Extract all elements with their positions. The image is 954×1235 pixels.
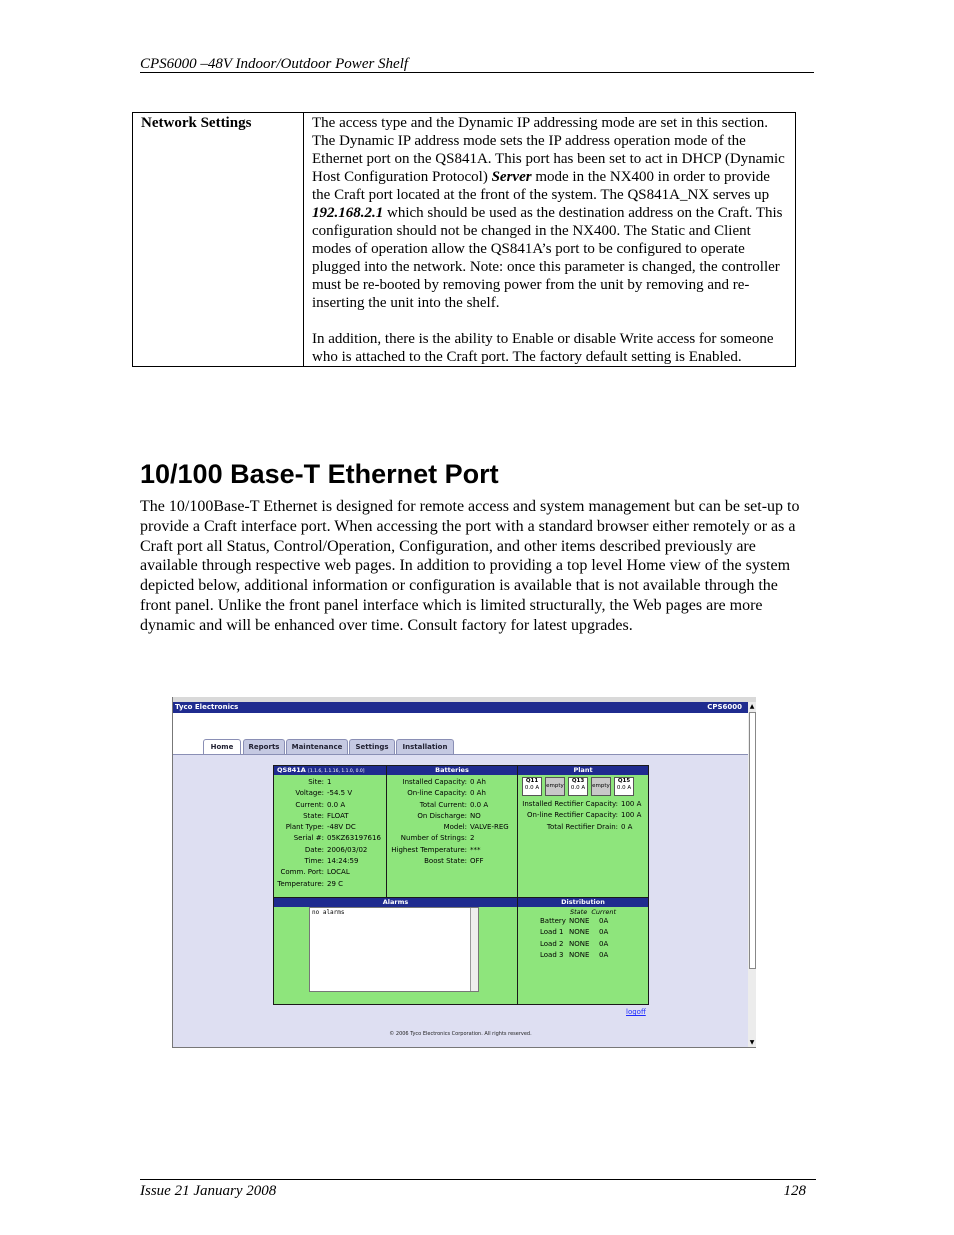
settings-description: The access type and the Dynamic IP addressing mode are set in this section. The Dynamic IP address mode sets the IP address operation mode of the Ethernet port on the QS841A. This port has been set to act in DHCP (Dynamic Host Configuration Protocol) Server mode in the NX400 in order to provide the Craft port located at the front of the system. The QS841A_NX serves up 192.168.2.1 which should be used as the destination address on the Craft. This configuration should not be changed in the NX400. The Static and Client modes of operation allow the QS841A’s port to be configured to operate plugged into the network. Note: once this parameter is changed, the controller must be re-booted by removing power from the unit by removing and re-inserting the unit into the shelf. In addition, there is the ability to Enable or disable Write access for someone who is attached to the Craft port. The factory default setting is Enabled.: [304, 113, 796, 367]
product-label: CPS6000: [707, 703, 742, 711]
kv-value: 0 A: [621, 822, 633, 831]
kv-key: Highest Temperature:: [391, 845, 467, 854]
alarms-panel: [273, 897, 518, 1005]
kv-key: Model:: [443, 823, 467, 832]
kv-key: On-line Rectifier Capacity:: [527, 811, 618, 820]
logoff-link[interactable]: logoff: [626, 1008, 646, 1016]
distribution-row: Load 2 NONE 0A: [540, 939, 609, 948]
kv-key: Number of Strings:: [400, 834, 467, 843]
network-settings-table: [132, 112, 796, 367]
kv-key: Serial #:: [293, 834, 324, 843]
kv-value: 0.0 A: [327, 800, 346, 809]
rectifier-slot[interactable]: empty: [591, 777, 611, 796]
kv-key: Voltage:: [295, 789, 324, 798]
kv-row: [274, 788, 381, 799]
batteries-panel: [386, 765, 518, 898]
kv-row: [518, 799, 641, 810]
kv-key: Total Current:: [419, 800, 467, 809]
tab-bar: [173, 713, 748, 754]
rectifier-slot[interactable]: empty: [545, 777, 565, 796]
scroll-up-arrow-icon[interactable]: ▲: [749, 703, 755, 710]
kv-row: [387, 777, 509, 788]
distribution-panel: [517, 897, 649, 1005]
scrollbar-thumb[interactable]: [749, 712, 756, 969]
kv-row: [387, 845, 509, 856]
header-rule: [140, 72, 814, 73]
distribution-row: Battery NONE 0A: [540, 917, 609, 925]
scroll-down-arrow-icon[interactable]: ▼: [749, 1039, 755, 1046]
kv-row: [274, 833, 381, 844]
kv-value: 1: [327, 778, 332, 786]
tab-maintenance[interactable]: Maintenance: [286, 739, 348, 754]
distribution-columns: State Current: [570, 908, 617, 916]
alarms-scrollbar[interactable]: [470, 908, 478, 991]
rectifier-slot[interactable]: Q13 0.0 A: [568, 777, 588, 796]
web-ui-screenshot: [172, 697, 756, 1048]
kv-value: 2: [470, 834, 475, 843]
page-scrollbar[interactable]: [748, 702, 756, 1047]
running-header: CPS6000 –48V Indoor/Outdoor Power Shelf: [140, 56, 409, 72]
kv-value: 0 Ah: [470, 778, 486, 786]
copyright: © 2006 Tyco Electronics Corporation. All rights reserved.: [389, 1031, 532, 1037]
rectifier-slot[interactable]: Q11 0.0 A: [522, 777, 542, 796]
controller-values: [274, 777, 381, 890]
kv-key: Comm. Port:: [280, 868, 324, 877]
kv-key: On Discharge:: [417, 811, 467, 820]
kv-row: [387, 788, 509, 799]
kv-value: LOCAL: [327, 868, 350, 877]
kv-row: [518, 810, 641, 821]
kv-key: On-line Capacity:: [407, 789, 467, 798]
plant-panel: [517, 765, 649, 898]
kv-key: State:: [303, 811, 324, 820]
batteries-header: Batteries: [387, 766, 517, 775]
tab-reports[interactable]: Reports: [243, 739, 285, 754]
kv-key: Boost State:: [424, 857, 467, 866]
batteries-values: [387, 777, 509, 867]
kv-row: [274, 879, 381, 890]
distribution-row: Load 1 NONE 0A: [540, 928, 609, 937]
section-body: The 10/100Base-T Ethernet is designed for remote access and system management but can be set-up to provide a Craft interface port. When accessing the port with a standard browser either remotely or as a Craft port all Status, Control/Operation, Configuration, and other items described previously are available through respective web pages. In addition to providing a top level Home view of the system depicted below, additional information or configuration is available that is not available through the front panel. Unlike the front panel interface which is limited structurally, the Web pages are more dynamic and will be enhanced over time. Consult factory for latest upgrades.: [140, 498, 800, 634]
kv-row: [274, 811, 381, 822]
kv-value: 05KZ63197616: [327, 834, 381, 843]
kv-key: Total Rectifier Drain:: [546, 822, 618, 831]
kv-value: OFF: [470, 857, 484, 866]
kv-value: VALVE-REG: [470, 823, 509, 832]
footer-issue: Issue 21 January 2008: [140, 1183, 277, 1199]
kv-key: Time:: [304, 857, 324, 866]
controller-header: QS841A [1.1.6, 1.1.16, 1.1.0, 0.0]: [274, 766, 386, 775]
brand-label: Tyco Electronics: [175, 703, 239, 711]
tab-installation[interactable]: Installation: [396, 739, 454, 754]
kv-key: Date:: [304, 845, 324, 854]
kv-value: 0 Ah: [470, 789, 486, 798]
distribution-values: [540, 916, 619, 961]
kv-value: NO: [470, 811, 481, 820]
rectifier-slot[interactable]: Q15 0.0 A: [614, 777, 634, 796]
kv-row: [274, 845, 381, 856]
distribution-header: Distribution: [518, 898, 648, 907]
kv-value: -48V DC: [327, 823, 356, 832]
kv-row: [274, 800, 381, 811]
kv-value: FLOAT: [327, 811, 349, 820]
kv-value: 100 A: [621, 800, 642, 808]
alarms-textarea[interactable]: no alarms: [309, 907, 479, 992]
kv-value: ***: [470, 845, 481, 854]
kv-key: Site:: [308, 778, 324, 786]
kv-key: Plant Type:: [285, 823, 324, 832]
kv-row: [387, 833, 509, 844]
kv-row: [387, 822, 509, 833]
kv-row: [274, 822, 381, 833]
plant-header: Plant: [518, 766, 648, 775]
section-heading: 10/100 Base-T Ethernet Port: [140, 459, 499, 489]
kv-key: Installed Rectifier Capacity:: [522, 800, 618, 808]
kv-key: Temperature:: [277, 879, 324, 888]
kv-value: 2006/03/02: [327, 845, 368, 854]
kv-value: 0.0 A: [470, 800, 489, 809]
settings-key: Network Settings: [133, 113, 304, 367]
kv-key: Installed Capacity:: [402, 778, 467, 786]
tab-home[interactable]: Home: [203, 739, 241, 755]
app-title-bar: [173, 702, 748, 713]
home-content: [173, 754, 748, 1048]
kv-value: 29 C: [327, 879, 344, 888]
kv-value: -54.5 V: [327, 789, 353, 798]
tab-settings[interactable]: Settings: [349, 739, 395, 754]
kv-row: [274, 856, 381, 867]
controller-panel: [273, 765, 387, 898]
kv-row: [387, 811, 509, 822]
kv-row: [518, 822, 641, 833]
distribution-row: Load 3 NONE 0A: [540, 950, 609, 959]
page-number: 128: [783, 1183, 806, 1199]
kv-row: [387, 856, 509, 867]
kv-key: Current:: [295, 800, 324, 809]
kv-value: 14:24:59: [327, 857, 359, 866]
kv-row: [274, 777, 381, 788]
plant-values: [518, 799, 641, 833]
kv-row: [387, 800, 509, 811]
alarms-header: Alarms: [274, 898, 517, 907]
kv-value: 100 A: [621, 811, 642, 820]
footer-rule: [140, 1179, 816, 1180]
kv-row: [274, 867, 381, 878]
